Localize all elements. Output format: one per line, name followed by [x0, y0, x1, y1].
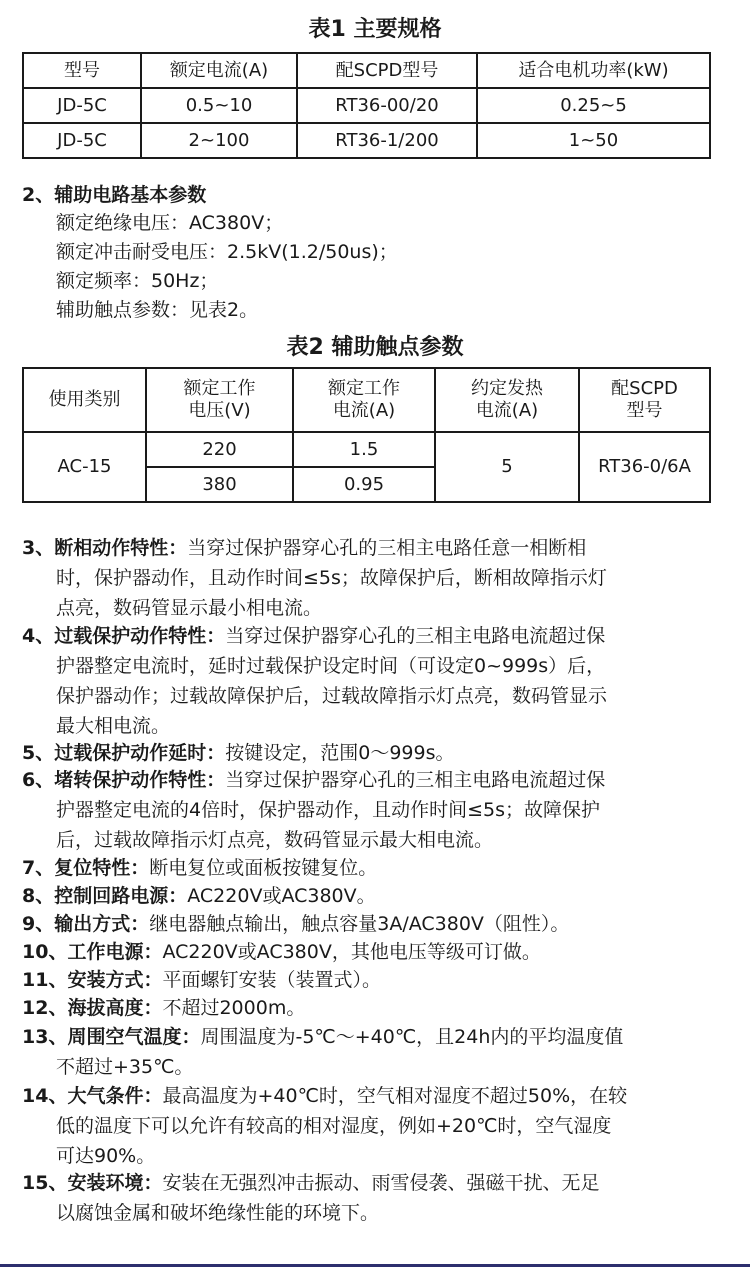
item-text: AC220V或AC380V。: [187, 885, 376, 907]
item-label: 安装环境：: [67, 1172, 163, 1194]
item-text: 当穿过保护器穿心孔的三相主电路任意一相断相: [187, 537, 587, 559]
aux-contact-table: [22, 367, 711, 503]
item-text: 当穿过保护器穿心孔的三相主电路电流超过保: [225, 625, 606, 647]
list-item: [22, 853, 712, 883]
item-label: 周围空气温度：: [67, 1026, 201, 1048]
item-text: 护器整定电流的4倍时，保护器动作，且动作时间≤5s；故障保护: [56, 799, 600, 821]
item-number: 13、: [22, 1026, 68, 1048]
item-label: 输出方式：: [54, 913, 150, 935]
item-label: 过载保护动作延时：: [54, 742, 226, 764]
table1-cell: 0.25~5: [477, 88, 710, 123]
item-text: 以腐蚀金属和破坏绝缘性能的环境下。: [56, 1202, 380, 1224]
list-item: [22, 1168, 712, 1228]
table1-header: 额定电流(A): [141, 53, 297, 88]
list-item: [22, 621, 712, 741]
table1-cell: JD-5C: [23, 88, 141, 123]
table1-header: 型号: [23, 53, 141, 88]
table1-cell: 1~50: [477, 123, 710, 158]
list-item: [22, 533, 712, 623]
item-number: 9、: [22, 913, 55, 935]
item-number: 6、: [22, 769, 55, 791]
item-text: 安装在无强烈冲击振动、雨雪侵袭、强磁干扰、无足: [162, 1172, 600, 1194]
table1-cell: RT36-1/200: [297, 123, 477, 158]
section2-heading: 2、辅助电路基本参数: [22, 184, 207, 206]
table1-header: 配SCPD型号: [297, 53, 477, 88]
item-label: 控制回路电源：: [54, 885, 188, 907]
item-text: 当穿过保护器穿心孔的三相主电路电流超过保: [225, 769, 606, 791]
table-row: [23, 432, 710, 467]
list-item: [22, 909, 712, 939]
item-number: 10、: [22, 941, 68, 963]
table2-cell: 1.5: [293, 432, 435, 467]
item-text: 周围温度为-5℃～+40℃，且24h内的平均温度值: [200, 1026, 624, 1048]
table2-cell: 0.95: [293, 467, 435, 502]
table-row: [23, 88, 710, 123]
item-label: 复位特性：: [54, 857, 150, 879]
item-text: 按键设定，范围0～999s。: [225, 742, 455, 764]
table1-cell: 0.5~10: [141, 88, 297, 123]
item-label: 过载保护动作特性：: [54, 625, 226, 647]
list-item: [22, 1022, 712, 1082]
item-number: 14、: [22, 1085, 68, 1107]
section2-line: 额定绝缘电压：AC380V；: [56, 212, 284, 234]
section2-line: 额定频率：50Hz；: [56, 270, 219, 292]
item-label: 断相动作特性：: [54, 537, 188, 559]
item-text: 可达90%。: [56, 1145, 156, 1167]
spec-table: [22, 52, 711, 159]
table2-cell: 380: [146, 467, 293, 502]
item-number: 12、: [22, 997, 68, 1019]
item-text: 时，保护器动作，且动作时间≤5s；故障保护后，断相故障指示灯: [56, 567, 607, 589]
list-item: [22, 993, 712, 1023]
table1-cell: 2~100: [141, 123, 297, 158]
item-text: 保护器动作；过载故障保护后，过载故障指示灯点亮，数码管显示: [56, 685, 608, 707]
item-text: 点亮，数码管显示最小相电流。: [56, 597, 323, 619]
item-number: 15、: [22, 1172, 68, 1194]
list-item: [22, 937, 712, 967]
item-text: 不超过+35℃。: [56, 1056, 194, 1078]
table1-cell: JD-5C: [23, 123, 141, 158]
item-text: 最高温度为+40℃时，空气相对湿度不超过50%，在较: [162, 1085, 628, 1107]
table2-header: 配SCPD 型号: [579, 368, 710, 432]
table2-title: 表2 辅助触点参数: [286, 335, 464, 360]
table2-header: 额定工作 电压(V): [146, 368, 293, 432]
table2-scpd: RT36-0/6A: [579, 432, 710, 502]
item-number: 8、: [22, 885, 55, 907]
item-number: 3、: [22, 537, 55, 559]
table2-thermal-current: 5: [435, 432, 579, 502]
item-text: 断电复位或面板按键复位。: [149, 857, 378, 879]
list-item: [22, 1081, 712, 1171]
item-text: 继电器触点输出，触点容量3A/AC380V（阻性）。: [149, 913, 570, 935]
table2-category: AC-15: [23, 432, 146, 502]
item-label: 安装方式：: [67, 969, 163, 991]
table2-header: 约定发热 电流(A): [435, 368, 579, 432]
item-number: 7、: [22, 857, 55, 879]
table1-title: 表1 主要规格: [308, 17, 442, 42]
section2-line: 辅助触点参数：见表2。: [56, 299, 259, 321]
table1-header: 适合电机功率(kW): [477, 53, 710, 88]
table2-header: 额定工作 电流(A): [293, 368, 435, 432]
table1-cell: RT36-00/20: [297, 88, 477, 123]
table2-cell: 220: [146, 432, 293, 467]
list-item: [22, 881, 712, 911]
item-text: 低的温度下可以允许有较高的相对湿度，例如+20℃时，空气湿度: [56, 1115, 612, 1137]
item-text: 护器整定电流时，延时过载保护设定时间（可设定0~999s）后，: [56, 655, 606, 677]
item-text: AC220V或AC380V，其他电压等级可订做。: [162, 941, 541, 963]
item-label: 堵转保护动作特性：: [54, 769, 226, 791]
item-text: 后，过载故障指示灯点亮，数码管显示最大相电流。: [56, 829, 494, 851]
item-number: 4、: [22, 625, 55, 647]
item-text: 最大相电流。: [56, 715, 171, 737]
item-number: 5、: [22, 742, 55, 764]
item-number: 11、: [22, 969, 68, 991]
list-item: [22, 738, 712, 768]
list-item: [22, 965, 712, 995]
item-label: 大气条件：: [67, 1085, 163, 1107]
table-row: [23, 123, 710, 158]
item-label: 海拔高度：: [67, 997, 163, 1019]
table2-header: 使用类别: [23, 368, 146, 432]
bottom-divider: [0, 1264, 750, 1267]
item-text: 不超过2000m。: [162, 997, 306, 1019]
section2-line: 额定冲击耐受电压：2.5kV(1.2/50us)；: [56, 241, 398, 263]
item-text: 平面螺钉安装（装置式）。: [162, 969, 381, 991]
list-item: [22, 765, 712, 855]
item-label: 工作电源：: [67, 941, 163, 963]
